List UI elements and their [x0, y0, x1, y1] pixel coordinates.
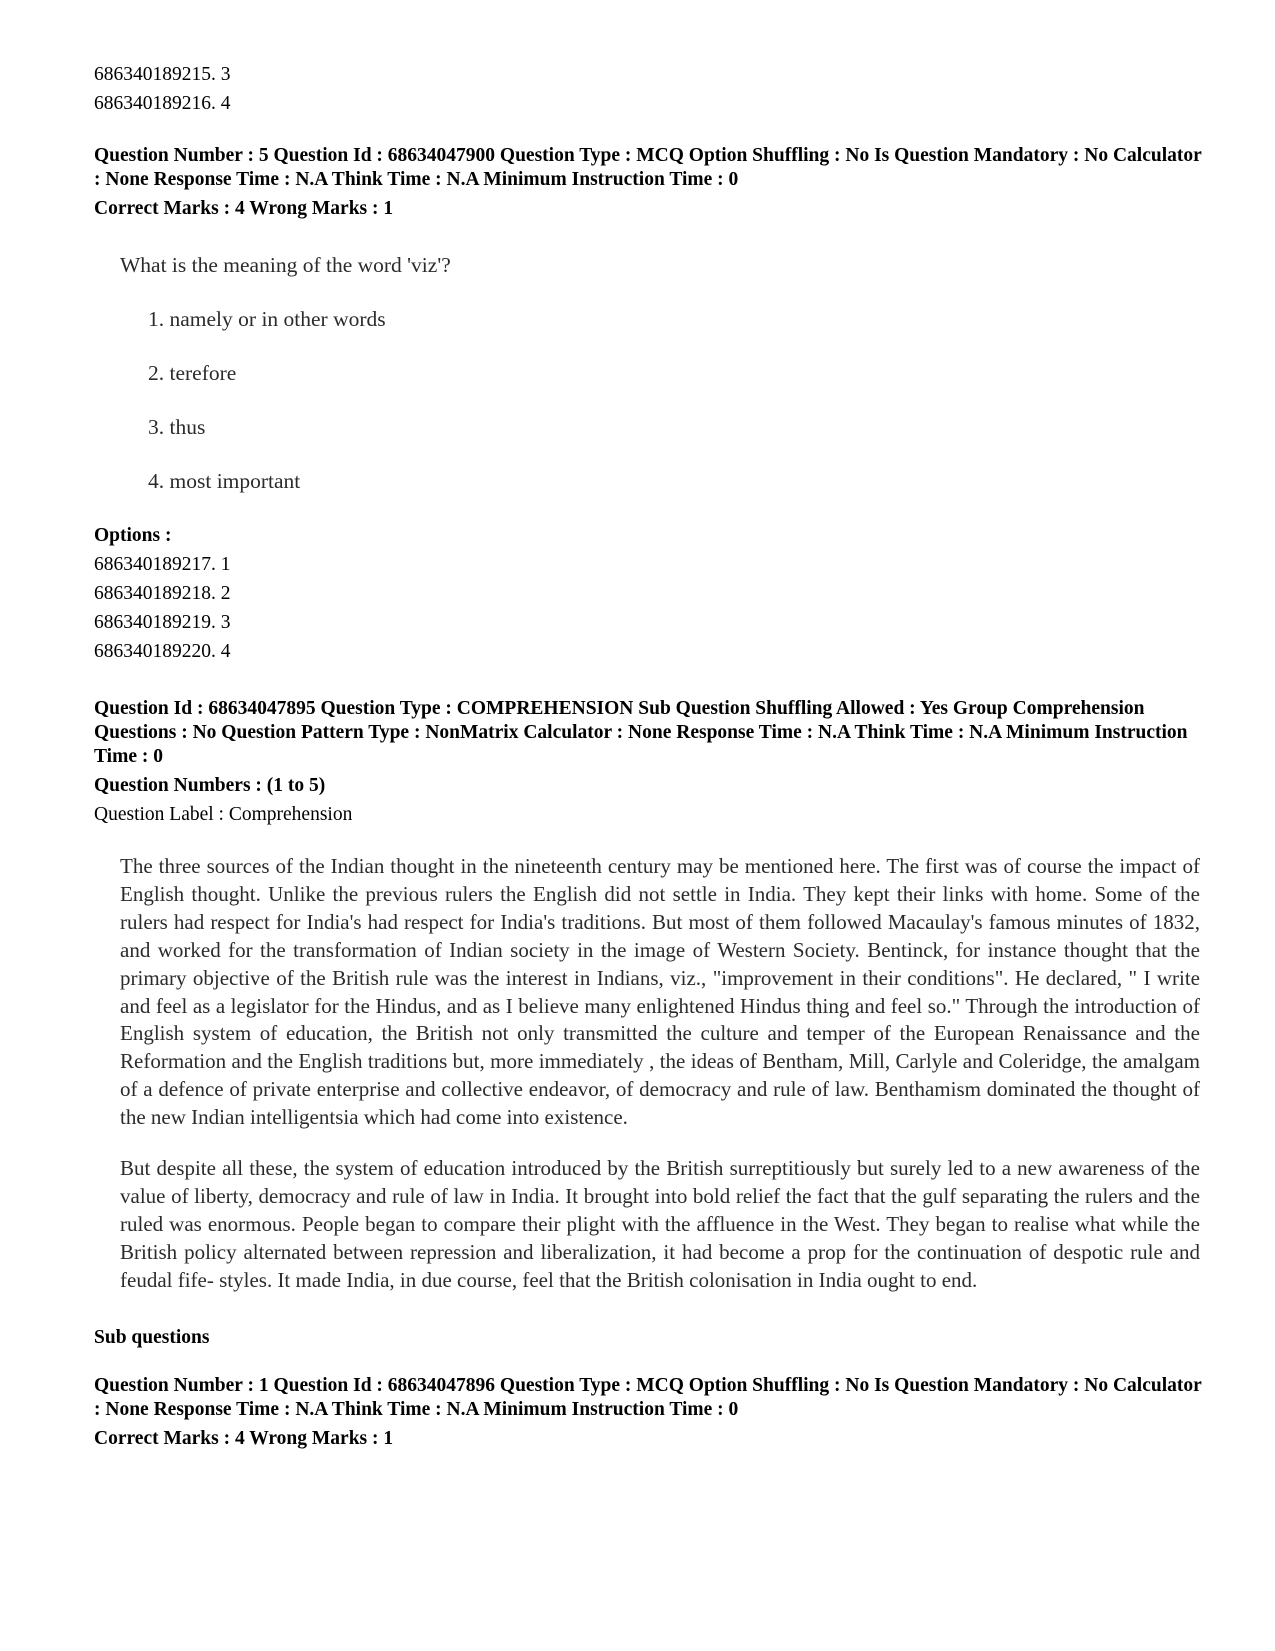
options-label: Options :: [94, 525, 172, 546]
question-5-meta: Question Number : 5 Question Id : 68634047900 Question Type : MCQ Option Shuffling : No Is Question Mandatory : No Calculator : None Response Time : N.A Think Time : N.A Minimum Instruction Time : 0: [94, 145, 1202, 190]
choice-item: 2. terefore: [148, 361, 237, 385]
question-1-block: [94, 1374, 1204, 1453]
passage-paragraph-2: But despite all these, the system of education introduced by the British surreptitiously but surely led to a new awareness of the value of liberty, democracy and rule of law in India. It brought into bold relief the fact that the gulf separating the rulers and the ruled was enormous. People began to compare their plight with the affluence in the West. They began to realise what while the British policy alternated between repression and liberalization, it had become a prop for the continuation of despotic rule and feudal fife- styles. It made India, in due course, feel that the British colonisation in India ought to end.: [120, 1156, 1200, 1292]
option-id-line: 686340189219. 3: [94, 612, 231, 633]
question-numbers: Question Numbers : (1 to 5): [94, 775, 326, 796]
exam-page: [94, 60, 1204, 1453]
choice-item: 4. most important: [148, 469, 301, 493]
choice-item: 1. namely or in other words: [148, 307, 386, 331]
question-5-options: [94, 550, 1204, 666]
question-5-text: What is the meaning of the word 'viz'?: [120, 253, 451, 277]
question-5-marks: Correct Marks : 4 Wrong Marks : 1: [94, 198, 394, 219]
option-id-line: 686340189216. 4: [94, 93, 231, 114]
option-id-line: 686340189220. 4: [94, 641, 231, 662]
question-1-meta: Question Number : 1 Question Id : 68634047896 Question Type : MCQ Option Shuffling : No Is Question Mandatory : No Calculator : None Response Time : N.A Think Time : N.A Minimum Instruction Time : 0: [94, 1374, 1202, 1420]
sub-questions-heading: Sub questions: [94, 1326, 210, 1348]
question-5-block: [94, 144, 1204, 666]
question-5-choices: [148, 305, 1204, 495]
option-id-line: 686340189218. 2: [94, 583, 231, 604]
comprehension-meta: Question Id : 68634047895 Question Type : COMPREHENSION Sub Question Shuffling Allowed : Yes Group Comprehension Questions : No Question Pattern Type : NonMatrix Calculator : None Response Time : N.A Think Time : N.A Minimum Instruction Time : 0: [94, 698, 1188, 767]
question-label: Question Label : Comprehension: [94, 804, 353, 825]
comprehension-block: [94, 697, 1204, 1352]
previous-options-list: [94, 60, 1204, 118]
option-id-line: 686340189215. 3: [94, 64, 231, 85]
choice-item: 3. thus: [148, 415, 206, 439]
question-1-marks: Correct Marks : 4 Wrong Marks : 1: [94, 1427, 394, 1449]
passage-paragraph-1: The three sources of the Indian thought in the nineteenth century may be mentioned here. The first was of course the impact of English thought. Unlike the previous rulers the English did not settle in India. They kept their links with home. Some of the rulers had respect for India's had respect for India's traditions. But most of them followed Macaulay's famous minutes of 1832, and worked for the transformation of Indian society in the image of Western Society. Bentinck, for instance thought that the primary objective of the British rule was the interest in Indians, viz., "improvement in their conditions". He declared, " I write and feel as a legislator for the Hindus, and as I believe many enlightened Hindus thing and feel so." Through the introduction of English system of education, the British not only transmitted the culture and temper of the European Renaissance and the Reformation and the English traditions but, more immediately , the ideas of Bentham, Mill, Carlyle and Coleridge, the amalgam of a defence of private enterprise and collective endeavor, of democracy and rule of law. Benthamism dominated the thought of the new Indian intelligentsia which had come into existence.: [120, 854, 1200, 1130]
option-id-line: 686340189217. 1: [94, 554, 231, 575]
